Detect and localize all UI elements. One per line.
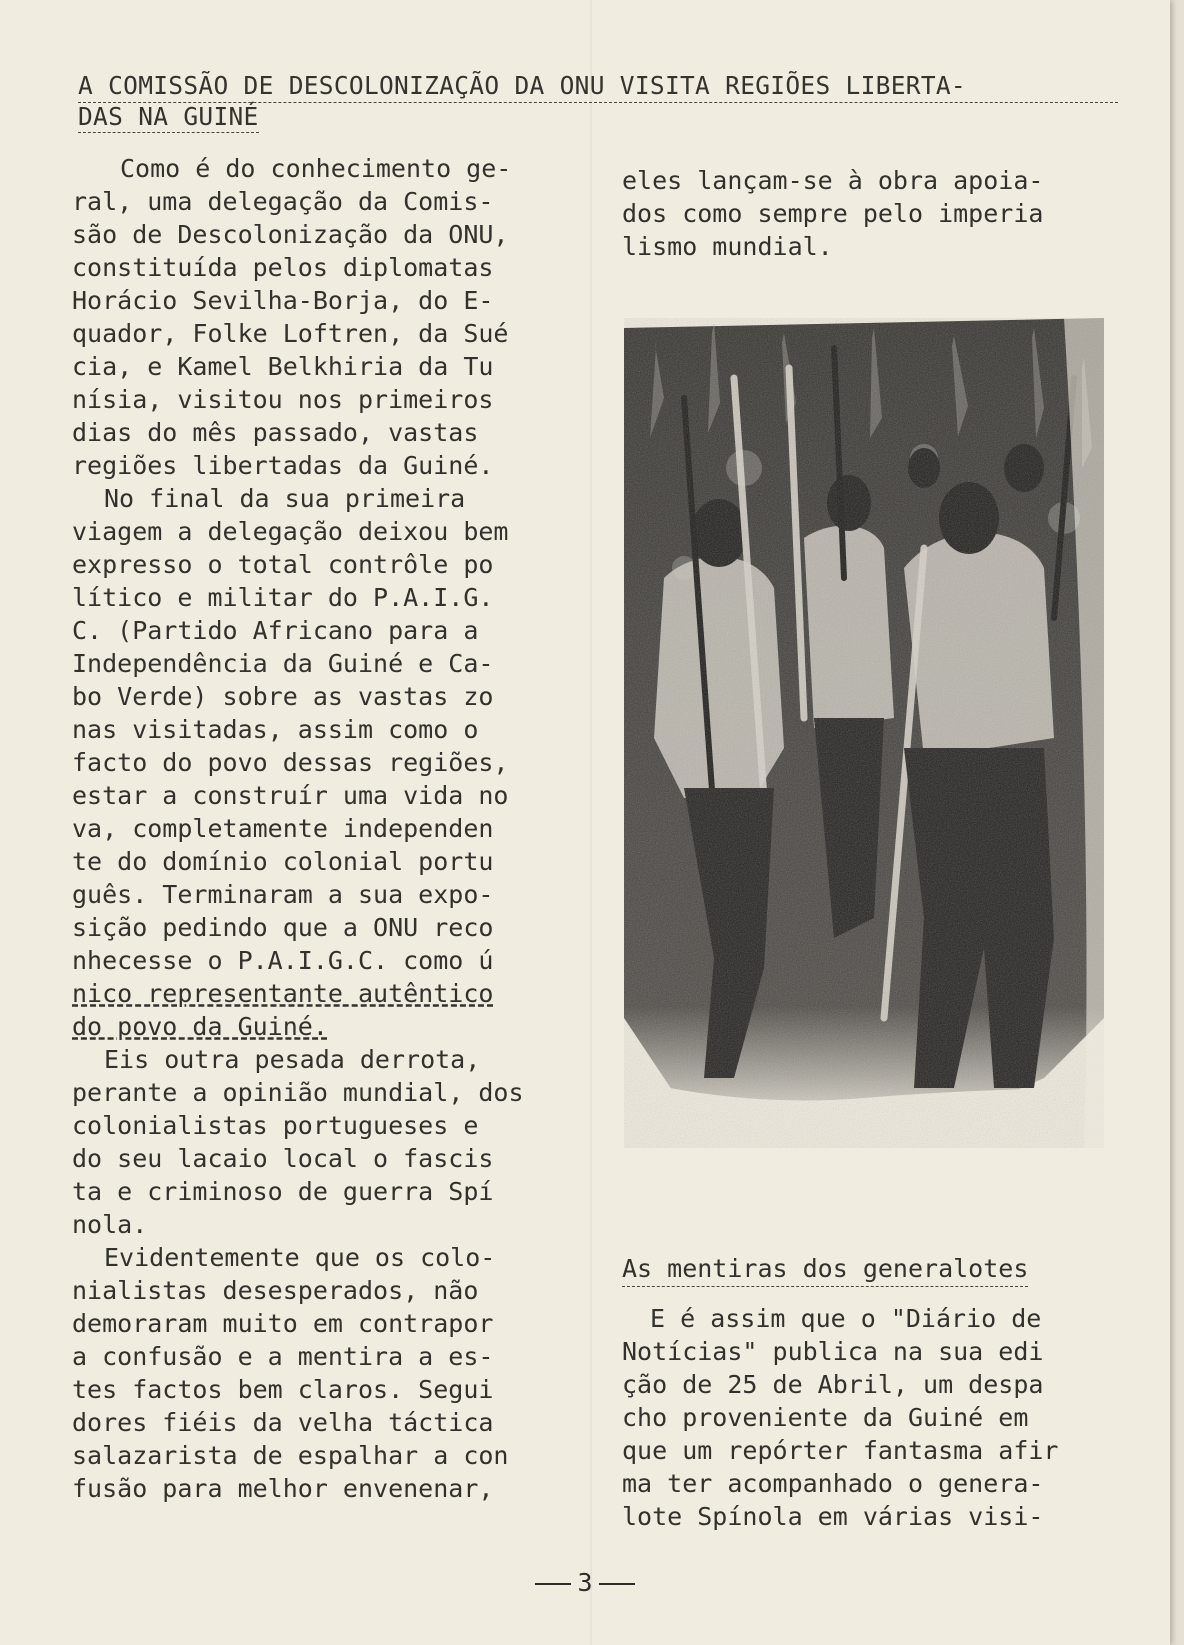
text-line: E é assim que o "Diário de [650, 1304, 1042, 1333]
page-fold-line [590, 0, 592, 1645]
text-line: expresso o total contrôle po [72, 550, 494, 579]
text-line: sição pedindo que a ONU reco [72, 913, 494, 942]
text-line: ção de 25 de Abril, um despa [622, 1370, 1044, 1399]
text-line: a confusão e a mentira a es- [72, 1342, 494, 1371]
text-line: ma ter acompanhado o genera- [622, 1469, 1044, 1498]
text-line: fusão para melhor envenenar, [72, 1474, 494, 1503]
right-column-top-text [622, 164, 1122, 263]
text-line: dias do mês passado, vastas [72, 418, 479, 447]
text-line: regiões libertadas da Guiné. [72, 451, 494, 480]
text-line: No final da sua primeira [104, 484, 466, 513]
text-line: bo Verde) sobre as vastas zo [72, 682, 494, 711]
right-column-bottom-text [622, 1302, 1122, 1533]
text-line: va, completamente independen [72, 814, 494, 843]
left-column-text [72, 152, 572, 1505]
text-line: Independência da Guiné e Ca- [72, 649, 494, 678]
text-line: cho proveniente da Guiné em [622, 1403, 1029, 1432]
text-line-underlined: do povo da Guiné. [72, 1012, 328, 1041]
text-line: perante a opinião mundial, dos [72, 1078, 524, 1107]
guerrilla-fighters-photo [624, 318, 1104, 1148]
text-line: eles lançam-se à obra apoia- [622, 166, 1044, 195]
text-line: viagem a delegação deixou bem [72, 517, 509, 546]
text-line: estar a construír uma vida no [72, 781, 509, 810]
article-headline [78, 72, 1118, 133]
text-line: nola. [72, 1210, 148, 1239]
text-line: constituída pelos diplomatas [72, 253, 494, 282]
text-line: demoraram muito em contrapor [72, 1309, 494, 1338]
text-line: lote Spínola em várias visi- [622, 1502, 1044, 1531]
subheading: As mentiras dos generalotes [622, 1254, 1028, 1287]
text-line: guês. Terminaram a sua expo- [72, 880, 494, 909]
text-line: ral, uma delegação da Comis- [72, 187, 494, 216]
text-line: lismo mundial. [622, 232, 833, 261]
text-line: salazarista de espalhar a con [72, 1441, 509, 1470]
text-line: Notícias" publica na sua edi [622, 1337, 1044, 1366]
text-line: tes factos bem claros. Segui [72, 1375, 494, 1404]
text-line: dores fiéis da velha táctica [72, 1408, 494, 1437]
headline-line-2: DAS NA GUINÉ [78, 102, 259, 131]
text-line: Eis outra pesada derrota, [104, 1045, 481, 1074]
text-line: facto do povo dessas regiões, [72, 748, 509, 777]
page-number-dash-left [535, 1583, 571, 1585]
text-line: que um repórter fantasma afir [622, 1436, 1059, 1465]
text-line: nialistas desesperados, não [72, 1276, 479, 1305]
text-line-underlined: nico representante autêntico [72, 979, 494, 1008]
text-line: nísia, visitou nos primeiros [72, 385, 494, 414]
text-line: ta e criminoso de guerra Spí [72, 1177, 494, 1206]
photo-illustration [624, 318, 1104, 1148]
text-line: nhecesse o P.A.I.G.C. como ú [72, 946, 494, 975]
text-line: lítico e militar do P.A.I.G. [72, 583, 494, 612]
text-line: dos como sempre pelo imperia [622, 199, 1044, 228]
text-line: quador, Folke Loftren, da Sué [72, 319, 509, 348]
page-number [0, 1568, 1170, 1597]
text-line: cia, e Kamel Belkhiria da Tu [72, 352, 494, 381]
text-line: te do domínio colonial portu [72, 847, 494, 876]
page-number-dash-right [599, 1583, 635, 1585]
text-line: Como é do conhecimento ge- [120, 154, 512, 183]
text-line: nas visitadas, assim como o [72, 715, 479, 744]
page-number-value: 3 [577, 1568, 593, 1597]
text-line: Evidentemente que os colo- [104, 1243, 496, 1272]
text-line: são de Descolonização da ONU, [72, 220, 509, 249]
headline-line-1: A COMISSÃO DE DESCOLONIZAÇÃO DA ONU VISITA REGIÕES LIBERTA- [78, 72, 1118, 103]
text-line: Horácio Sevilha-Borja, do E- [72, 286, 494, 315]
text-line: C. (Partido Africano para a [72, 616, 479, 645]
text-line: colonialistas portugueses e [72, 1111, 479, 1140]
text-line: do seu lacaio local o fascis [72, 1144, 494, 1173]
